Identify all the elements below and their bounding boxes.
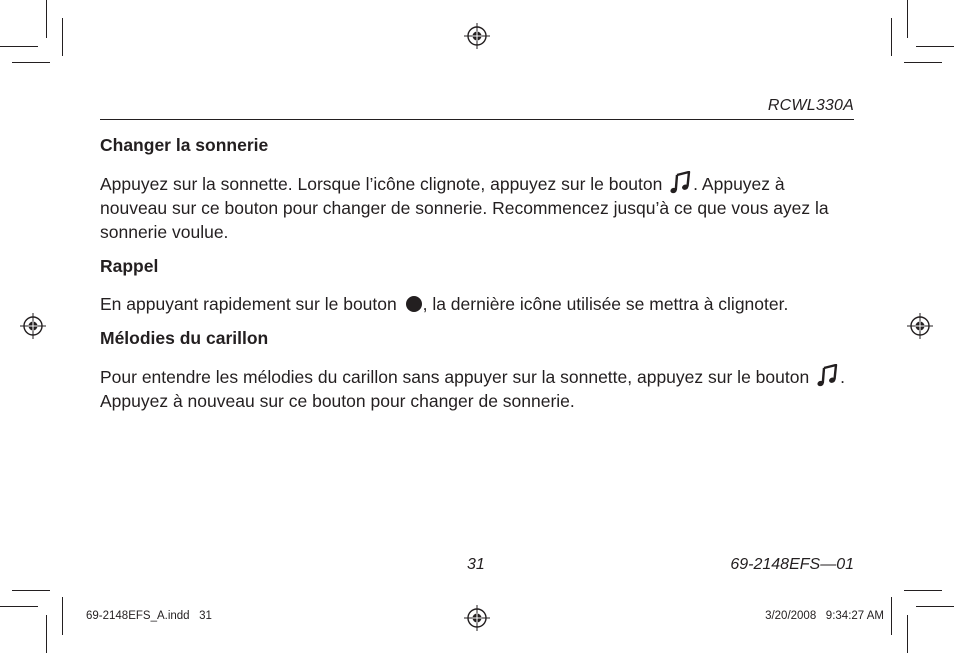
crop-mark bbox=[62, 18, 63, 56]
paragraph-changer-sonnerie bbox=[100, 171, 856, 244]
registration-mark-icon bbox=[464, 23, 490, 49]
print-slug-file: 69-2148EFS_A.indd 31 bbox=[86, 610, 212, 622]
crop-mark bbox=[12, 62, 50, 63]
registration-mark-icon bbox=[464, 605, 490, 631]
section-heading-changer-sonnerie: Changer la sonnerie bbox=[100, 135, 269, 155]
paragraph-text: . Appuyez à nouveau sur ce bouton pour changer de sonnerie. Recommencez jusqu’à ce que vous ayez la sonnerie voulue. bbox=[100, 174, 829, 242]
crop-mark bbox=[907, 0, 908, 38]
crop-mark bbox=[891, 18, 892, 56]
paragraph-text: , la dernière icône utilisée se mettra à clignoter. bbox=[422, 294, 789, 314]
crop-mark bbox=[891, 597, 892, 635]
paragraph-text: . Appuyez à nouveau sur ce bouton pour changer de sonnerie. bbox=[100, 367, 845, 411]
print-slug-timestamp: 3/20/2008 9:34:27 AM bbox=[765, 610, 884, 622]
crop-mark bbox=[46, 0, 47, 38]
paragraph-text: En appuyant rapidement sur le bouton bbox=[100, 294, 402, 314]
paragraph-rappel bbox=[100, 292, 856, 316]
crop-mark bbox=[904, 62, 942, 63]
section-heading-rappel: Rappel bbox=[100, 256, 159, 276]
music-note-icon bbox=[670, 171, 692, 195]
crop-mark bbox=[62, 597, 63, 635]
registration-mark-icon bbox=[20, 313, 46, 339]
section-heading-melodies: Mélodies du carillon bbox=[100, 328, 269, 348]
crop-mark bbox=[12, 590, 50, 591]
crop-mark bbox=[0, 46, 38, 47]
crop-mark bbox=[916, 46, 954, 47]
document-number: 69-2148EFS—01 bbox=[730, 556, 854, 573]
crop-mark bbox=[904, 590, 942, 591]
crop-mark bbox=[0, 606, 38, 607]
paragraph-text: Appuyez sur la sonnette. Lorsque l’icône clignote, appuyez sur le bouton bbox=[100, 174, 668, 194]
page-number: 31 bbox=[467, 556, 485, 573]
model-number: RCWL330A bbox=[767, 97, 854, 114]
paragraph-text: Pour entendre les mélodies du carillon sans appuyer sur la sonnette, appuyez sur le bouton bbox=[100, 367, 815, 387]
paragraph-melodies bbox=[100, 364, 856, 413]
music-note-icon bbox=[817, 364, 839, 388]
crop-mark bbox=[916, 606, 954, 607]
crop-mark bbox=[46, 615, 47, 653]
filled-circle-icon bbox=[406, 296, 422, 312]
page-content bbox=[100, 133, 856, 423]
crop-mark bbox=[907, 615, 908, 653]
registration-mark-icon bbox=[907, 313, 933, 339]
header-rule bbox=[100, 119, 854, 120]
